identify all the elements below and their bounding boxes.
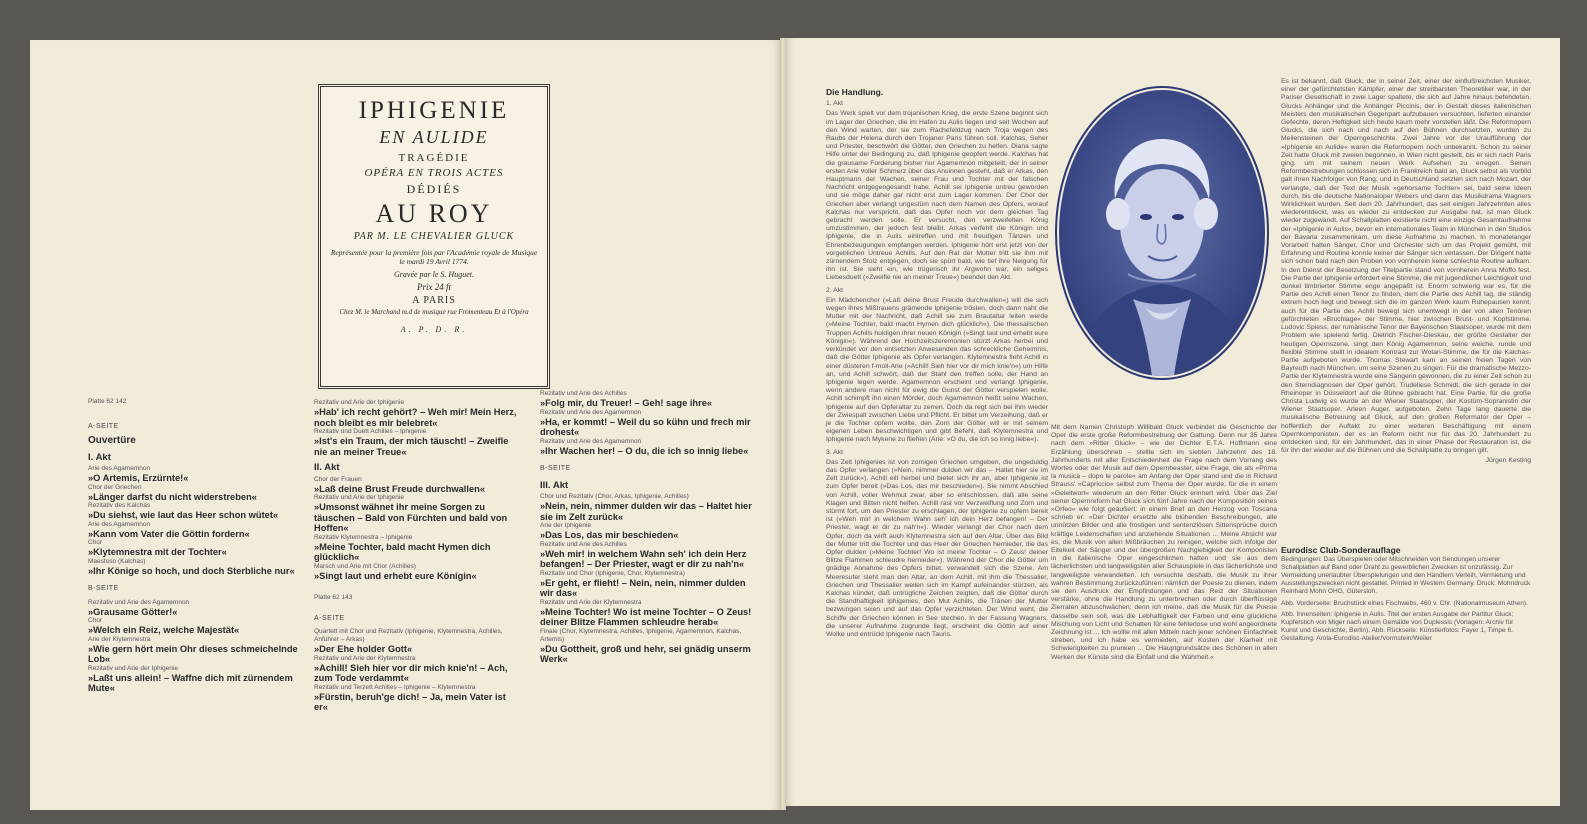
side-label: B-SEITE [88, 585, 119, 593]
track-title: »Länger darfst du nicht widerstreben« [88, 491, 257, 502]
track-role: Rezitativ und Chor (Iphigenie, Chor, Klytemnestra) [540, 569, 685, 577]
record-number: Platte 62 142 [88, 398, 127, 405]
track-role: Rezitativ und Arie der Iphigenie [314, 399, 404, 406]
track-role: Rezitativ und Duett Achilles – Iphigenie [314, 428, 427, 435]
credits-text: Bedingungen: Das Überspielen oder Mitschneiden von Sendungen unserer Schallplatten auf Band oder Draht zu gewerblichen Zwecken ist unzulässig. Zur Vermeidung unerlaubter Überspielungen und den Händlern Verleih, Vermietung und Ausstellungszwecken nicht gestattet. Printed in Western Germany. Druck: Mohndruck Reinhard Mohn OHG, Gütersloh. [1281, 556, 1531, 596]
track-role: Chor und Rezitativ (Chor, Arkas, Iphigenie, Achilles) [540, 493, 689, 501]
title-tragedie: TRAGÉDIE [398, 152, 470, 164]
right-page [786, 38, 1560, 806]
track-role: Rezitativ und Arie des Agamemnon [540, 408, 642, 416]
track-role: Rezitativ und Terzett Achilles – Iphigenie – Klytemnestra [314, 683, 476, 691]
track-title: »Folg mir, du Treuer! – Geh! sage ihre« [540, 398, 713, 408]
track-role: Arie der Iphigenie [540, 522, 591, 530]
synopsis-text: Ein Mädchenchor (»Laß deine Brust Freude durchwallen«) will die sich wegen ihres Mißtrauens grämende Iphigenie trösten, doch dann naht die Mutter mit der Nachricht, daß Achill sie zum Brautaltar leiten werde (»Meine Tochter, bald macht Hymen dich glücklich«). Die thessalischen Truppen Achills huldigen ihrer neuen Königin (»Singt laut und erhebt eure Königin«). Während der Hochzeitszeremonien stürzt Arkas herbei und verkündet vor den entsetzten Anwesenden das schreckliche Geheimnis, daß die Götter Iphigenie als Opfer verlangen. Klytemnestra fleht Achill in einer düsteren f-moll-Arie (»Achill! Sieh hier vor dir mich knie'n«) um Hilfe an, und Achill schwört, daß der Stahl den treffen solle, der Hand an Iphigenie legen werde. Agamemnon erscheint und verlangt Iphigenie, wenn andere man nicht für ewig die Gunst der Götter verspielen wolle. Achill schimpft ihn einen Mörder, doch Agamemnon heißt seine Wachen, Iphigenie auf den Opferaltar zu zerren. Doch da regt sich bei ihm wieder der Zwiespalt zwischen Liebe und Pflicht. Er bittet um Verzeihung, daß er je die Tochter opfern wollte, den Zorn der Götter will er mit seinem eigenen Leben beschwichtigen und gibt Befehl, daß Klytemnestra und Iphigenie nach Mykene zu fliehen (Arie: »O du, die ich so innig liebe«). [826, 296, 1048, 444]
track-title: »Er geht, er flieht! – Nein, nein, nimmer dulden wir das« [540, 577, 746, 599]
title-iphigenie: IPHIGENIE [358, 97, 510, 124]
track-title: »Kann vom Vater die Göttin fordern« [88, 528, 250, 539]
track-role: Chor der Frauen [314, 475, 362, 483]
track-role: Rezitativ und Arie der Klytemnestra [314, 654, 416, 662]
track-column-2 [314, 399, 519, 713]
track-title: »Grausame Götter!« [88, 606, 178, 617]
author-signature: Jürgen Kesting [1485, 457, 1531, 465]
track-role: Chor der Griechen [88, 483, 142, 491]
track-title: »Ihr Könige so hoch, und doch Sterbliche nur« [88, 565, 295, 576]
record-number: Platte 62 143 [314, 594, 353, 602]
track-title: »Achill! Sieh hier vor dir mich knie'n! – Ach, zum Tode verdammt« [314, 662, 508, 684]
side-label: B-SEITE [540, 465, 571, 472]
title-publisher: Chez M. le Marchand m.d de musique rue Fromenteau Et à l'Opéra [339, 308, 529, 316]
track-title: »Hab' ich recht gehört? – Weh mir! Mein Herz, noch bleibt es mir belebret« [314, 407, 517, 428]
left-page [30, 40, 780, 810]
track-title: »Fürstin, beruh'ge dich! – Ja, mein Vater ist er« [314, 691, 506, 713]
track-role: Rezitativ des Kalchas [88, 502, 151, 510]
synopsis-column [826, 88, 1048, 639]
title-en-aulide: EN AULIDE [379, 127, 489, 147]
synopsis-act-label: 2. Akt [826, 286, 844, 294]
track-title: »Du siehst, wie laut das Heer schon wütet« [88, 510, 279, 521]
track-title: »Du Gottheit, groß und hehr, sei gnädig unserm Werk« [540, 643, 751, 665]
title-paris: A PARIS [412, 295, 456, 306]
track-title: »Meine Tochter, bald macht Hymen dich glücklich« [314, 541, 491, 563]
side-label: A-SEITE [314, 614, 345, 622]
title-au-roy: AU ROY [375, 199, 493, 228]
track-title: »Wie gern hört mein Ohr dieses schmeichelnde Lob« [88, 643, 298, 665]
track-column-3 [540, 390, 752, 665]
track-role: Rezitativ und Arie des Achilles [540, 540, 627, 548]
essay-column [1281, 78, 1531, 466]
title-price: Prix 24 ft [417, 282, 451, 292]
track-title: »Der Ehe holder Gott« [314, 644, 413, 655]
track-title: »Klytemnestra mit der Tochter« [88, 547, 227, 558]
track-title: »Ihr Wachen her! – O du, die ich so innig liebe« [540, 445, 749, 456]
act-heading: III. Akt [540, 479, 569, 491]
title-card [318, 84, 550, 389]
credits-heading: Eurodisc Club-Sonderauflage [1281, 545, 1401, 555]
title-opera: OPÉRA EN TROIS ACTES [364, 167, 504, 179]
track-title: »Nein, nein, nimmer dulden wir das – Haltet hier sie im Zelt zurück« [540, 501, 752, 522]
track-role: Maestoso (Kalchas) [88, 557, 146, 565]
introduction-text: Mit dem Namen Christoph Willibald Gluck verbindet die Geschichte der Oper die erste große Reformbestrebung der Gattung. Denn nur 35 Jahre nach dem »Ritter Gluck« – wie der Dichter E.T.A. Hoffmann eine Erzählung überschrieb – stellte sich im siebten Jahrzehnt des 18. Jahrhunderts mit aller Entschiedenheit die Frage nach dem Vorrang des Wortes oder der Musik auf dem Opernbeaster, eine Frage, die als »Prima la musica – dopo le parole« am Anfang der Oper stand und die in Richard Strauss' »Capriccio« selbst zum Thema der Oper wurde, für die in einem »Geleitwort« wiederum an den Ritter Gluck erinnert wird. Über das Ziel seiner Opernreform hat Gluck sich fünf Jahre nach der Komposition seines »Orfeo« wie folgt geäußert: in einem Brief an den Herzog von Toscana schrieb er: »Der Dichter ersetzte alle blühenden Beschreibungen, alle unnützen Bilder und alle frostigen und sentenziösen Sittensprüche durch kräftige Leidenschaften und anziehende Situationen ... Meine Absicht war es, die Musik von allen Mißbräuchen zu reinigen, welche sich infolge der Eitelkeit der Sänger und der übergroßen Nachgiebigkeit der Komponisten in die italienische Oper eingeschlichen hatten und sie aus dem lächerlichsten und langweiligsten aller Schauspiele in das lächerlichste und langweiligste verwandelten. Ich versuchte deshalb, die Musik zu ihrer wahren Bestimmung zurückzuführen: nämlich der Poesie zu dienen, indem sie den Ausdruck der Empfindungen und das Reiz der Situationen verstärke, ohne die Handlung zu unterbrechen oder durch überflüssige Zierraten abzuschwächen; denn ich meine, daß die Musik für die Poesie dasselbe sein soll, was die Lebhaftigkeit der Farben und eine glückliche Mischung von Licht und Schatten für eine fehlerlose und wohl angeordnete Zeichnung ist ... Ich wollte mit allen Mitteln nach jener schönen Einfachheit streben, und ich habe es vermieden, auf Kosten der Klarheit mit Schwierigkeiten zu prunken ... Die Hauptgrundsätze des Schönen in allen Werken der Künste sind die Einfalt und die Wahrheit.« [1051, 424, 1277, 661]
title-engraver: Gravée par le S. Huguet. [394, 270, 474, 279]
track-role: Finale (Chor, Klytemnestra, Achilles, Iphigenie, Agamemnon, Kalchas, Artemis) [540, 627, 742, 643]
track-title: »Laßt uns allein! – Waffne dich mit zürnendem Mute« [88, 672, 293, 694]
track-role: Arie der Klytemnestra [88, 635, 151, 643]
title-premiere-note: Représentée pour la première fois par l'Académie royale de Musique le mardi 19 Avril 1774. [330, 248, 538, 266]
track-title: »O Artemis, Erzürnte!« [88, 473, 189, 484]
act-heading: I. Akt [88, 451, 111, 463]
track-role: Rezitativ und Arie der Iphigenie [314, 494, 404, 502]
synopsis-act-label: 3. Akt [826, 448, 844, 456]
track-title: »Singt laut und erhebt eure Königin« [314, 570, 477, 581]
credits-text: Abb. Innenseiten: Iphigenie in Aulis. Titel der ersten Ausgabe der Partitur Gluck; Kupferstich von Miger nach einem Gemälde von Duplessis (Vorlagen: Archiv für Kunst und Geschichte, Berlin). Abb. Rückseite: Künstlerfotos: Fayer 1, Timpe 6. Gestaltung: Arola-Eurodisc-Atelier/Vormstein/Weiler [1281, 610, 1514, 642]
synopsis-heading: Die Handlung. [826, 87, 884, 97]
synopsis-act-label: 1. Akt [826, 100, 844, 108]
track-role: Chor [88, 617, 103, 625]
track-title: »Umsonst wähnet ihr meine Sorgen zu täuschen – Bald von Fürchten und bald von Hoffen« [314, 502, 508, 534]
side-label: A-SEITE [88, 422, 119, 430]
credits-block [1281, 546, 1531, 643]
title-composer: PAR M. LE CHEVALIER GLUCK [353, 231, 515, 242]
track-title: »Laß deine Brust Freude durchwallen« [314, 483, 485, 494]
track-title: »Das Los, das mir beschieden« [540, 530, 679, 541]
track-role: Rezitativ und Arie des Agamemnon [88, 598, 190, 606]
track-role: Rezitativ und Arie des Achilles [540, 390, 627, 397]
track-role: Arie des Agamemnon [88, 520, 151, 528]
track-title: »Weh mir! in welchem Wahn seh' ich dein Herz befangen! – Der Priester, wagt er dir zu nah'n« [540, 548, 747, 570]
track-role: Chor [88, 539, 103, 547]
track-title: »Welch ein Reiz, welche Majestät« [88, 625, 240, 636]
title-dedies: DÉDIÉS [406, 182, 462, 196]
synopsis-text: Das Zelt Iphigenies ist von zornigen Griechen umgeben, die ungeduldig das Opfer verlangen (»Nein, nimmer dulden wir das – Haltet hier sie im Zelt zurück«). Achill eilt herbei und bietet sich ihr an, aber Iphigenie ist zum Opfer bereit (»Das Los, das mir beschieden«). Sie nimmt Abschied von Achill, voller Wehmut zwar, aber so entschlossen, daß alle seine Klagen und Bitten nicht helfen. Achill rast vor Verzweiflung und Zorn und stürmt fort, um den Priester zu erschlagen, der Iphigenie zu opfern bereit ist (»Weh mir! in welchem Wahn seh' ich dein Herz befangen! – Der Priester, wagt er dir zu nah'n«). Wieder verlangt der Chor nach dem Opfer, doch da wirft auch Klytemnestra sich auf den Altar. Über das Bild der Mutter tritt die Tochter und das Heer der Griechen hernieder, die das Opfer dulden (»Meine Tochter! Wo ist meine Tochter – O Zeus! deiner Blitze Flammen schleudre hernieder«). Während der Chor die Götter um gnädige Annahme des Opfers bittet, verwandelt sich die Szene. Am Meeresufer steht man den Altar, an dem Achill, mit ihm die Thessalier, Griechen und Thessalier weilen sich im Kampf aufeinander stürzen, als Kalchas kündet, daß untrügliche Zeichen zeigten, daß die Götter durch die Standhaftigkeit Iphigenies, den Mut Achills, die Tränen der Mutter bezwungen seien und auf das Opfer verzichteten. Der Wind weht, die Schiffe der Griechen können in See stechen. In der Fassung Wagners, die unserer Aufnahme zugrunde liegt, erscheint die Göttin auf einer Wolke und entrückt Iphigenie nach Tauris. [826, 458, 1048, 638]
track-role: Marsch und Arie mit Chor (Achilles) [314, 562, 416, 570]
synopsis-text: Das Werk spielt vor dem trojanischen Krieg, die erste Szene beginnt sich im Lager der Griechen, die im Hafen zu Aulis liegen und seit Wochen auf den Wind warten, der sie zum Rachefeldzug nach Troja wegen des Raubs der Helena durch den Trojaner Paris führen soll. Kalchas, Seher und Priester, beschwört die Götter, den Griechen zu helfen. Diana sagte Hilfe unter der Bedingung zu, daß Iphigenie geopfert werde. Kalchas hat die grausame Forderung bisher nur Agamemnon mitgeteilt, der in seiner ersten Arie voller Schmerz über das Ansinnen gesteht, daß er Arkas, den Hauptmann der Wachen, seiner Frau und Tochter mit der falschen Nachricht entgegengesandt habe. Achill sei Iphigenie untreu geworden und sie möge daher gar nicht erst zum Lager kommen. Der Chor der Griechen aber verlangt ungestüm nach dem Namen des Opfers, worauf Kalchas nur verspricht, daß das Opfer noch vor dem gleichen Tag gebracht werden solle. Er versucht, den verzweifelten König umzustimmen, der jedoch fest bleibt. Arkas verfehlt die Königin und Iphigenie, die in Aulis eintreffen und mit freudigen Tänzen und Ehrenbezeugungen empfangen werden. Iphigenie hört erst jetzt von der vorgeblichen Untreue Achills. Auf den Rat der Mutter tritt sie ihm mit zürnendem Stolz entgegen, doch sie spürt bald, wie tief ihre Neigung für ihn ist. Sie sieht ein, wie trügerisch ihr Argwohn war, ein seliges Liebesduett (»Zweifle nie an meiner Treue«) beendet den Akt. [826, 110, 1048, 282]
credits-text: Abb. Vorderseite: Bruchstück eines Fischwebs, 460 v. Chr. (Nationalmuseum Athen). [1281, 599, 1528, 607]
overture-title: Ouvertüre [88, 435, 136, 447]
track-title: »Ha, er kommt! – Weil du so kühn und frech mir drohest« [540, 416, 751, 437]
track-role: Rezitativ Klytemnestra – Iphigenie [314, 533, 413, 541]
track-column-1 [88, 397, 298, 694]
track-role: Rezitativ und Arie der Iphigenie [88, 664, 178, 672]
track-role: Arie des Agamemnon [88, 465, 151, 473]
track-title: »Ist's ein Traum, der mich täuscht! – Zweifle nie an meiner Treue« [314, 436, 509, 457]
gluck-portrait [1053, 84, 1271, 382]
track-role: Rezitativ und Arie des Agamemnon [540, 437, 642, 445]
track-role: Quartett mit Chor und Rezitativ (Iphigenie, Klytemnestra, Achilles, Anführer – Arkas) [314, 628, 503, 644]
track-title: »Meine Tochter! Wo ist meine Tochter – O Zeus! deiner Blitze Flammen schleudre herab« [540, 606, 752, 628]
essay-text: Es ist bekannt, daß Gluck, der in seiner Zeit, einer der einflußreichsten Musiker, einer der gefürchtetsten Kämpfer, einer der streitbarsten Theoretiker war, in der Pariser Gesellschaft in zwei Lager spaltete, die sich auf Jahre hinaus befehdeten. Glucks Anhänger und die Anhänger Piccinis, der in Gestalt dieses italienischen Meisters den musikalischen Gegenpart aufzubauen versuchten, lieferten einander Gefechte, deren Heftigkeit sich heute kaum mehr vorstellen läßt. Die Reformopern Glucks, die sich nach und nach auf den Bühnen durchsetzten, wurden zu Meilensteinen der Operngeschichte. Zwei Jahre vor der Uraufführung der »Iphigenie en Aulide« waren die Reformopern noch unbekannt. Schon zu seiner Zeit hatte Gluck mit zweien begonnen, in Wien nicht gestellt, bis er sich nach Paris ging, um mit seinem neuen Werk Aufsehen zu erregen. Seinen Reformbestrebungen schlossen sich in Frankreich bald an, Gluck selbst als Vorbild galt ihren Nachfolger von Rang; und in Deutschland setzten sich nach Mozart, der verlangte, daß der Text der Musik »gehorsame Tochter« sei, bald seine Ideen durch, bis die deutsche Nationaloper Webers und dann das Musikdrama Wagners Wirklichkeit wurden. Seit dem 20. Jahrhundert, das seit einigen Jahrzehnten alles wiederentdeckt, was es wieder zu entdecken zur Ausgabe hat, ist man Gluck wieder zugewandt. Auf Schallplatten existierte nicht eine einzige Gesamtaufnahme der »Iphigenie in Aulis«, bevor ein internationales Team in München in den Studios der Bavaria zusammenkam, um diese Aufnahme zu machen. In monatelanger Vorarbeit hatten Sänger, Chor und Orchester sich um das Projekt gemüht, mit Erfahrung und Routine konnte keiner der Sänger sich verlassen. Der Dirigent hatte sich schon bald nach den Proben von vornherein keine schlechte Routine aufkam. In den Dienst der Besetzung der Titelpartie stand von vornherein Anna Moffo fest. Die Partie der Iphigenie erfordert eine Stimme, die mit jugendlicher Leichtigkeit und dunkel timbrierter Stimme enge angepaßt ist. Enorm schwierig war es, für die Partie des Achill einen Tenor zu finden, dem die Partie des Achill lag, die ständig extrem hoch liegt und bewegt sich die im ganzen Werk kaum Ruhepausen kennt; auch für die Partie des Achill bewegt sich unentwegt in der von allen Tenören gefürchteten »Bruchlage« der Stimme, hier zwischen Brust- und Kopfstimme. Ludovic Spiess, der rumänische Tenor der Bayerischen Staatsoper, wurde mit dem Problem wie spielend fertig. Dietrich Fischer-Dieskau, der größte Gestalter der heutigen Opernszene, singt den König Agamemnon, seine weiche, runde und flexible Stimme stellt in idealem Kontrast zur Wotan-Stimme, die für die Kalchas-Partie aufgeboten wurde. Thomas Stewart kam an seinen freien Tagen von Bayreuth nach München, um seine Szenen zu singen. Für die dramatische Mezzo-Partie der Klytemnestra wurde eine Sängerin gewonnen, die zu einer Zeit schon zu den Sterndiagnosen der Oper gehört, Trudeliese Schmidt, die sich gerade in der Rheinoper in Düsseldorf auf die Bühne gebracht hat. Eine Partie, für die große Christa Ludwig es wurde an der Wiener Staatsoper, der Kostüm-Sopranistin der Wiener Staatsoper. Arleen Auger, aufgeboten, Zehn Tage lang dauerte die musikalische Betreuung auf Gluck, auf den großen Reformator der Oper – hoffentlich der Auftakt zu einer weiteren Beschäftigung mit einem Opernkomponisten, der es an Reform nicht nur für das 20. Jahrhundert zu entdecken sind, für ein Jahrhundert, das in einer Phase der Restauration ist, die für ihn der wieder auf die Bühnen und die Schallplatte zu bringen gilt. [1281, 78, 1531, 455]
act-heading: II. Akt [314, 462, 340, 473]
track-role: Rezitativ und Arie der Klytemnestra [540, 598, 642, 606]
title-privilege: A. P. D. R. [400, 325, 468, 334]
